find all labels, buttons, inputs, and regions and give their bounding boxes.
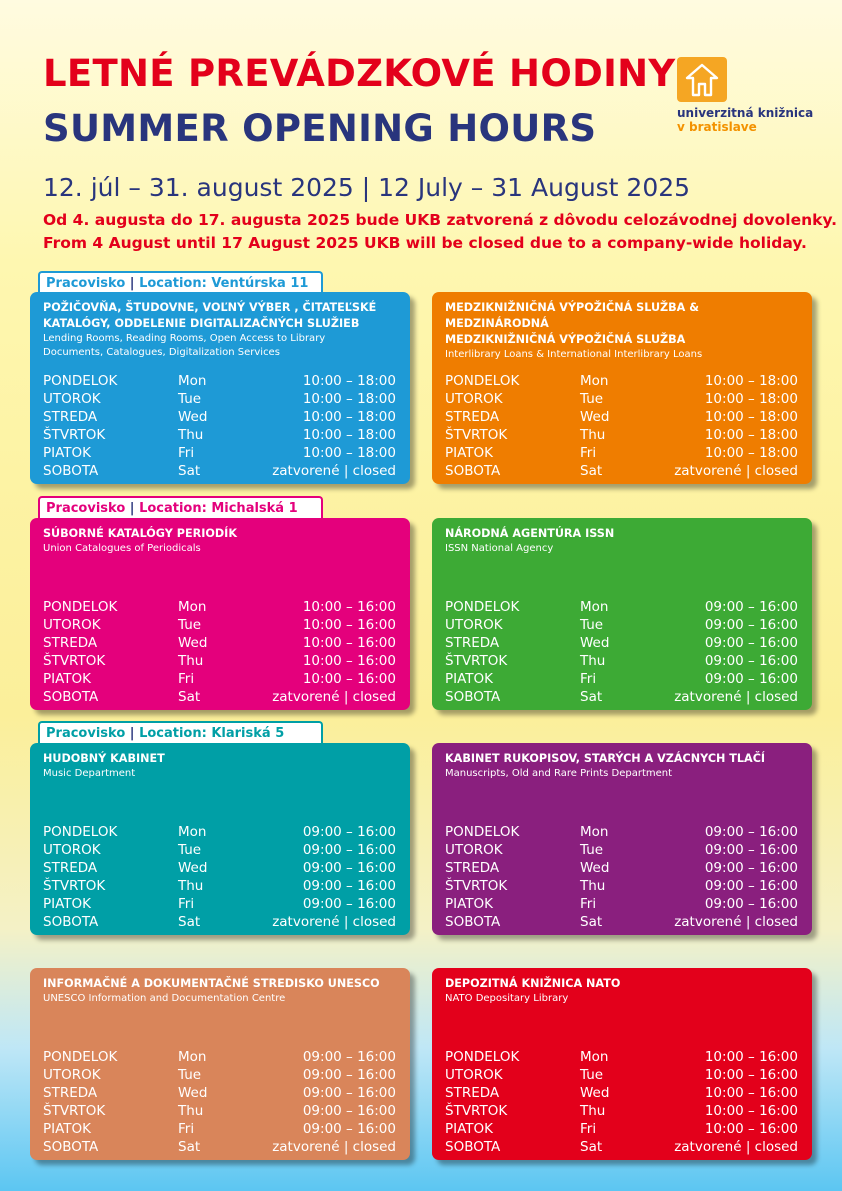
day-slovak: PIATOK — [445, 1121, 494, 1137]
day-english: Sat — [178, 463, 201, 479]
opening-hours: zatvorené | closed — [272, 463, 396, 479]
opening-hours: 09:00 – 16:00 — [704, 635, 798, 651]
location-separator: | — [129, 726, 135, 741]
day-english: Thu — [580, 1103, 606, 1119]
opening-hours: 09:00 – 16:00 — [704, 842, 798, 858]
opening-hours: 09:00 – 16:00 — [302, 860, 396, 876]
department-name-line2: MEDZIKNIŽNIČNÁ VÝPOŽIČNÁ SLUŽBA — [445, 333, 686, 346]
department-name-english: Union Catalogues of Periodicals — [43, 543, 201, 554]
department-name-english: ISSN National Agency — [445, 543, 554, 554]
hours-row — [43, 688, 396, 706]
opening-hours: 09:00 – 16:00 — [704, 824, 798, 840]
logo-text-line1: univerzitná knižnica — [677, 106, 814, 120]
hours-row — [445, 598, 798, 616]
hours-row — [43, 1084, 396, 1102]
opening-hours: 09:00 – 16:00 — [704, 878, 798, 894]
day-english: Thu — [178, 1103, 204, 1119]
day-english: Mon — [178, 373, 207, 389]
card-nato-library — [432, 968, 812, 1160]
opening-hours: 09:00 – 16:00 — [302, 1067, 396, 1083]
hours-row — [43, 634, 396, 652]
hours-table — [43, 598, 396, 706]
title-slovak: LETNÉ PREVÁDZKOVÉ HODINY — [43, 52, 676, 95]
location-separator: | — [129, 276, 135, 291]
hours-row — [445, 1120, 798, 1138]
hours-row — [43, 1138, 396, 1156]
card-interlibrary-loans — [432, 292, 812, 484]
closure-notice-english: From 4 August until 17 August 2025 UKB will be closed due to a company-wide holiday. — [43, 234, 807, 252]
hours-row — [43, 390, 396, 408]
day-english: Fri — [178, 896, 195, 912]
hours-row — [445, 1048, 798, 1066]
day-slovak: SOBOTA — [445, 689, 501, 705]
hours-row — [43, 1120, 396, 1138]
day-english: Tue — [580, 1067, 604, 1083]
day-english: Fri — [580, 445, 597, 461]
hours-row — [43, 670, 396, 688]
day-english: Sat — [178, 914, 201, 930]
opening-hours: 09:00 – 16:00 — [302, 878, 396, 894]
opening-hours: 10:00 – 16:00 — [302, 635, 396, 651]
card-music-department — [30, 743, 410, 935]
day-slovak: UTOROK — [445, 617, 503, 633]
day-slovak: SOBOTA — [43, 689, 99, 705]
day-slovak: PIATOK — [43, 445, 92, 461]
hours-table — [43, 823, 396, 931]
day-slovak: PIATOK — [445, 671, 494, 687]
hours-row — [43, 1066, 396, 1084]
day-english: Wed — [178, 860, 208, 876]
location-separator: | — [129, 501, 135, 516]
card-manuscripts-department — [432, 743, 812, 935]
hours-row — [445, 1084, 798, 1102]
hours-row — [43, 616, 396, 634]
hours-row — [43, 859, 396, 877]
opening-hours: zatvorené | closed — [674, 463, 798, 479]
opening-hours: 10:00 – 18:00 — [302, 445, 396, 461]
opening-hours: zatvorené | closed — [674, 689, 798, 705]
department-name: SÚBORNÉ KATALÓGY PERIODÍK — [43, 527, 237, 540]
day-english: Wed — [178, 409, 208, 425]
hours-table — [445, 598, 798, 706]
day-slovak: PONDELOK — [43, 373, 118, 389]
hours-row — [43, 895, 396, 913]
day-slovak: PONDELOK — [445, 824, 520, 840]
day-english: Wed — [178, 1085, 208, 1101]
opening-hours: zatvorené | closed — [674, 914, 798, 930]
day-slovak: SOBOTA — [43, 463, 99, 479]
day-slovak: ŠTVRTOK — [445, 427, 508, 443]
card-lending-rooms — [30, 292, 410, 484]
day-slovak: ŠTVRTOK — [43, 878, 106, 894]
day-english: Fri — [580, 1121, 597, 1137]
opening-hours: 10:00 – 18:00 — [704, 391, 798, 407]
opening-hours: zatvorené | closed — [272, 1139, 396, 1155]
hours-row — [43, 462, 396, 480]
day-slovak: STREDA — [43, 1085, 98, 1101]
day-english: Thu — [580, 878, 606, 894]
opening-hours: 09:00 – 16:00 — [302, 842, 396, 858]
location-tab-klariska — [38, 721, 323, 743]
opening-hours: 09:00 – 16:00 — [302, 1085, 396, 1101]
hours-row — [43, 372, 396, 390]
day-slovak: STREDA — [43, 409, 98, 425]
location-label: Pracovisko — [46, 501, 126, 516]
day-english: Thu — [580, 653, 606, 669]
opening-hours: 09:00 – 16:00 — [302, 1103, 396, 1119]
day-english: Mon — [178, 1049, 207, 1065]
opening-hours: zatvorené | closed — [272, 689, 396, 705]
day-slovak: PONDELOK — [43, 1049, 118, 1065]
day-english: Tue — [178, 1067, 202, 1083]
hours-row — [445, 859, 798, 877]
department-name-english: Music Department — [43, 768, 136, 779]
opening-hours: 10:00 – 16:00 — [704, 1103, 798, 1119]
day-english: Thu — [580, 427, 606, 443]
hours-row — [445, 408, 798, 426]
day-english: Mon — [178, 824, 207, 840]
day-slovak: SOBOTA — [43, 1139, 99, 1155]
hours-row — [43, 877, 396, 895]
hours-row — [445, 877, 798, 895]
department-name: KABINET RUKOPISOV, STARÝCH A VZÁCNYCH TLAČÍ — [445, 752, 766, 765]
day-english: Fri — [580, 896, 597, 912]
location-label: Pracovisko — [46, 276, 126, 291]
opening-hours: 10:00 – 18:00 — [704, 445, 798, 461]
department-name: MEDZIKNIŽNIČNÁ VÝPOŽIČNÁ SLUŽBA & MEDZINÁRODNÁ — [445, 301, 699, 330]
day-slovak: PONDELOK — [43, 824, 118, 840]
card-issn-agency — [432, 518, 812, 710]
day-english: Wed — [580, 860, 610, 876]
hours-row — [43, 1048, 396, 1066]
hours-row — [445, 372, 798, 390]
day-slovak: STREDA — [43, 860, 98, 876]
department-name-line2: KATALÓGY, ODDELENIE DIGITALIZAČNÝCH SLUŽIEB — [43, 317, 360, 330]
day-slovak: STREDA — [445, 409, 500, 425]
day-slovak: ŠTVRTOK — [43, 427, 106, 443]
hours-table — [445, 823, 798, 931]
hours-row — [43, 1102, 396, 1120]
opening-hours: 09:00 – 16:00 — [704, 896, 798, 912]
day-slovak: PIATOK — [43, 896, 92, 912]
day-english: Sat — [580, 689, 603, 705]
day-slovak: UTOROK — [445, 1067, 503, 1083]
hours-row — [445, 652, 798, 670]
opening-hours: 10:00 – 18:00 — [704, 409, 798, 425]
hours-row — [445, 688, 798, 706]
day-slovak: PONDELOK — [445, 373, 520, 389]
opening-hours: 10:00 – 18:00 — [704, 427, 798, 443]
day-slovak: PIATOK — [43, 671, 92, 687]
hours-row — [445, 462, 798, 480]
location-name: Location: Michalská 1 — [139, 501, 298, 516]
day-slovak: ŠTVRTOK — [43, 1103, 106, 1119]
day-english: Mon — [580, 824, 609, 840]
hours-table — [445, 1048, 798, 1156]
day-slovak: UTOROK — [445, 842, 503, 858]
day-slovak: STREDA — [43, 635, 98, 651]
day-english: Sat — [580, 463, 603, 479]
opening-hours: 10:00 – 18:00 — [704, 373, 798, 389]
day-slovak: ŠTVRTOK — [445, 653, 508, 669]
day-english: Mon — [580, 1049, 609, 1065]
title-english: SUMMER OPENING HOURS — [43, 107, 597, 150]
day-english: Tue — [178, 842, 202, 858]
opening-hours: 09:00 – 16:00 — [302, 1049, 396, 1065]
opening-hours: 10:00 – 18:00 — [302, 391, 396, 407]
logo-text-line2: v bratislave — [677, 120, 757, 134]
department-name-english: Manuscripts, Old and Rare Prints Department — [445, 768, 673, 779]
hours-row — [445, 913, 798, 931]
day-english: Sat — [178, 689, 201, 705]
hours-row — [445, 895, 798, 913]
hours-row — [445, 444, 798, 462]
day-english: Sat — [178, 1139, 201, 1155]
opening-hours: 09:00 – 16:00 — [302, 1121, 396, 1137]
hours-row — [43, 408, 396, 426]
hours-row — [43, 823, 396, 841]
day-slovak: UTOROK — [43, 391, 101, 407]
opening-hours: 10:00 – 16:00 — [704, 1121, 798, 1137]
hours-row — [43, 652, 396, 670]
day-english: Thu — [178, 653, 204, 669]
hours-row — [445, 1138, 798, 1156]
opening-hours: 09:00 – 16:00 — [302, 824, 396, 840]
opening-hours: 09:00 – 16:00 — [704, 671, 798, 687]
card-union-catalogues — [30, 518, 410, 710]
day-slovak: PIATOK — [445, 445, 494, 461]
day-english: Wed — [580, 1085, 610, 1101]
day-english: Sat — [580, 914, 603, 930]
hours-row — [43, 426, 396, 444]
day-english: Thu — [178, 427, 204, 443]
opening-hours: zatvorené | closed — [674, 1139, 798, 1155]
day-english: Wed — [178, 635, 208, 651]
opening-hours: 10:00 – 16:00 — [302, 599, 396, 615]
day-english: Fri — [178, 445, 195, 461]
day-slovak: SOBOTA — [445, 1139, 501, 1155]
day-slovak: PONDELOK — [43, 599, 118, 615]
day-english: Fri — [178, 671, 195, 687]
date-range: 12. júl – 31. august 2025 | 12 July – 31 August 2025 — [43, 173, 691, 202]
opening-hours: zatvorené | closed — [272, 914, 396, 930]
department-name: DEPOZITNÁ KNIŽNICA NATO — [445, 977, 621, 990]
day-english: Sat — [580, 1139, 603, 1155]
card-unesco-centre — [30, 968, 410, 1160]
hours-row — [43, 841, 396, 859]
day-slovak: SOBOTA — [43, 914, 99, 930]
hours-row — [43, 598, 396, 616]
day-english: Thu — [178, 878, 204, 894]
day-english: Fri — [178, 1121, 195, 1137]
department-name-english: Lending Rooms, Reading Rooms, Open Access to Library — [43, 333, 326, 344]
hours-row — [445, 616, 798, 634]
day-slovak: ŠTVRTOK — [445, 1103, 508, 1119]
hours-row — [445, 634, 798, 652]
day-slovak: SOBOTA — [445, 914, 501, 930]
location-name: Location: Klariská 5 — [139, 726, 285, 741]
opening-hours: 09:00 – 16:00 — [704, 653, 798, 669]
day-slovak: SOBOTA — [445, 463, 501, 479]
opening-hours: 10:00 – 16:00 — [302, 617, 396, 633]
day-english: Wed — [580, 635, 610, 651]
day-english: Mon — [580, 373, 609, 389]
hours-row — [43, 444, 396, 462]
opening-hours: 09:00 – 16:00 — [704, 860, 798, 876]
opening-hours: 09:00 – 16:00 — [704, 599, 798, 615]
location-tab-michalska — [38, 496, 323, 518]
opening-hours: 10:00 – 16:00 — [704, 1049, 798, 1065]
closure-notice-slovak: Od 4. augusta do 17. augusta 2025 bude UKB zatvorená z dôvodu celozávodnej dovolenky. — [43, 211, 838, 229]
opening-hours: 10:00 – 18:00 — [302, 427, 396, 443]
day-english: Mon — [580, 599, 609, 615]
location-tab-venturska — [38, 271, 323, 293]
day-english: Wed — [580, 409, 610, 425]
library-logo-icon — [677, 57, 727, 102]
opening-hours: 10:00 – 16:00 — [704, 1085, 798, 1101]
day-english: Tue — [580, 617, 604, 633]
hours-row — [445, 390, 798, 408]
department-name: POŽIČOVŇA, ŠTUDOVNE, VOĽNÝ VÝBER , ČITATEĽSKÉ — [43, 301, 377, 314]
opening-hours: 10:00 – 18:00 — [302, 409, 396, 425]
hours-table — [43, 1048, 396, 1156]
department-name: NÁRODNÁ AGENTÚRA ISSN — [445, 527, 615, 540]
day-english: Tue — [580, 842, 604, 858]
day-slovak: ŠTVRTOK — [43, 653, 106, 669]
opening-hours: 10:00 – 16:00 — [302, 653, 396, 669]
day-slovak: STREDA — [445, 1085, 500, 1101]
day-slovak: STREDA — [445, 860, 500, 876]
day-english: Tue — [178, 617, 202, 633]
hours-row — [445, 1102, 798, 1120]
day-english: Tue — [178, 391, 202, 407]
day-slovak: STREDA — [445, 635, 500, 651]
day-slovak: UTOROK — [43, 842, 101, 858]
day-english: Mon — [178, 599, 207, 615]
library-logo — [677, 57, 817, 134]
hours-table — [43, 372, 396, 480]
opening-hours: 09:00 – 16:00 — [704, 617, 798, 633]
hours-row — [43, 913, 396, 931]
day-english: Fri — [580, 671, 597, 687]
hours-row — [445, 823, 798, 841]
department-name: HUDOBNÝ KABINET — [43, 752, 165, 765]
day-english: Tue — [580, 391, 604, 407]
opening-hours: 10:00 – 16:00 — [704, 1067, 798, 1083]
department-name-english: NATO Depositary Library — [445, 993, 569, 1004]
opening-hours: 09:00 – 16:00 — [302, 896, 396, 912]
day-slovak: PONDELOK — [445, 599, 520, 615]
opening-hours: 10:00 – 16:00 — [302, 671, 396, 687]
location-label: Pracovisko — [46, 726, 126, 741]
day-slovak: UTOROK — [445, 391, 503, 407]
hours-row — [445, 670, 798, 688]
day-slovak: PONDELOK — [445, 1049, 520, 1065]
department-name-english-line2: Documents, Catalogues, Digitalization Services — [43, 347, 280, 358]
day-slovak: UTOROK — [43, 617, 101, 633]
day-slovak: PIATOK — [445, 896, 494, 912]
department-name: INFORMAČNÉ A DOKUMENTAČNÉ STREDISKO UNESCO — [43, 977, 380, 990]
hours-row — [445, 841, 798, 859]
day-slovak: UTOROK — [43, 1067, 101, 1083]
day-slovak: PIATOK — [43, 1121, 92, 1137]
opening-hours: 10:00 – 18:00 — [302, 373, 396, 389]
hours-row — [445, 1066, 798, 1084]
hours-table — [445, 372, 798, 480]
department-name-english: Interlibrary Loans & International Interlibrary Loans — [445, 349, 703, 360]
day-slovak: ŠTVRTOK — [445, 878, 508, 894]
department-name-english: UNESCO Information and Documentation Centre — [43, 993, 286, 1004]
location-name: Location: Ventúrska 11 — [139, 276, 309, 291]
hours-row — [445, 426, 798, 444]
